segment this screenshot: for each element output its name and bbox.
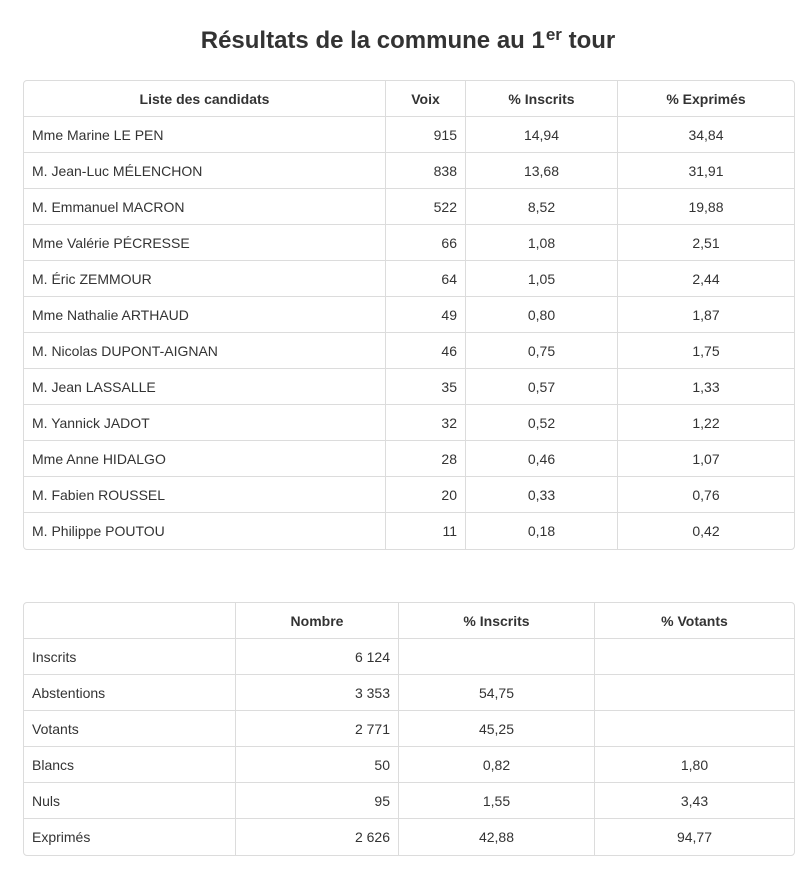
table-row [24,441,794,477]
cell-inscrits: 0,82 [399,747,595,783]
table-row [24,675,794,711]
cell-votants: 1,80 [595,747,794,783]
cell-voix: 32 [386,405,466,441]
cell-exprimes: 1,87 [618,297,794,333]
cell-label: Exprimés [24,819,236,855]
table-row [24,639,794,675]
cell-exprimes: 2,51 [618,225,794,261]
cell-exprimes: 19,88 [618,189,794,225]
cell-votants: 94,77 [676,829,713,845]
cell-label: Abstentions [24,675,236,711]
header-pct-inscrits: % Inscrits [399,603,595,639]
cell-votants [595,639,794,675]
cell-name: M. Yannick JADOT [24,405,386,441]
table-row [24,153,794,189]
title-superscript: er [545,25,562,44]
cell-nombre: 95 [236,783,399,819]
cell-nombre: 2 626 [236,819,399,855]
cell-inscrits: 1,05 [466,261,618,297]
table-row [24,297,794,333]
cell-voix: 838 [386,153,466,189]
candidates-results-table [23,80,795,550]
cell-voix: 915 [386,117,466,153]
cell-votants [595,711,794,747]
table-row [24,513,794,549]
cell-inscrits: 54,75 [399,675,595,711]
header-voix: Voix [386,81,466,117]
cell-name: M. Jean LASSALLE [24,369,386,405]
cell-exprimes: 34,84 [618,117,794,153]
cell-inscrits: 45,25 [399,711,595,747]
table-row [24,477,794,513]
table-header-row [24,603,794,639]
header-candidates: Liste des candidats [24,81,386,117]
cell-name: M. Jean-Luc MÉLENCHON [24,153,386,189]
header-pct-inscrits: % Inscrits [466,81,618,117]
cell-inscrits: 1,55 [399,783,595,819]
cell-inscrits: 42,88 [399,819,595,855]
cell-inscrits: 0,46 [466,441,618,477]
cell-exprimes: 2,44 [618,261,794,297]
cell-voix: 64 [386,261,466,297]
cell-exprimes: 31,91 [618,153,794,189]
cell-voix: 28 [386,441,466,477]
cell-nombre: 3 353 [236,675,399,711]
cell-label: Nuls [24,783,236,819]
cell-name: M. Emmanuel MACRON [24,189,386,225]
cell-voix: 11 [386,513,466,549]
cell-label: Votants [24,711,236,747]
cell-inscrits: 0,75 [466,333,618,369]
cell-name: Mme Marine LE PEN [24,117,386,153]
cell-inscrits: 0,33 [466,477,618,513]
cell-inscrits: 0,18 [466,513,618,549]
cell-voix: 35 [386,369,466,405]
table-row [24,819,794,855]
table-row [24,747,794,783]
cell-label: Blancs [24,747,236,783]
cell-inscrits [399,639,595,675]
cell-voix: 522 [386,189,466,225]
cell-name: M. Éric ZEMMOUR [24,261,386,297]
cell-voix: 66 [386,225,466,261]
table-row [24,117,794,153]
cell-inscrits: 0,80 [466,297,618,333]
table-row [24,711,794,747]
header-pct-exprimes: % Exprimés [618,81,794,117]
cell-inscrits: 1,08 [466,225,618,261]
cell-inscrits: 8,52 [466,189,618,225]
cell-inscrits: 13,68 [466,153,618,189]
table-row [24,369,794,405]
page-title [0,25,810,57]
table-row [24,333,794,369]
header-nombre: Nombre [236,603,399,639]
turnout-summary-table [23,602,795,856]
cell-inscrits: 14,94 [466,117,618,153]
cell-label: Inscrits [24,639,236,675]
cell-voix: 20 [386,477,466,513]
cell-votants [595,675,794,711]
cell-name: M. Philippe POUTOU [24,513,386,549]
title-suffix: tour [561,27,616,54]
cell-exprimes: 1,22 [618,405,794,441]
cell-exprimes: 1,33 [618,369,794,405]
cell-name: M. Nicolas DUPONT-AIGNAN [24,333,386,369]
cell-nombre: 6 124 [236,639,399,675]
cell-name: Mme Valérie PÉCRESSE [24,225,386,261]
cell-votants: 3,43 [595,783,794,819]
cell-voix: 46 [386,333,466,369]
table-row [24,261,794,297]
cell-nombre: 50 [236,747,399,783]
cell-nombre: 2 771 [236,711,399,747]
table-row [24,405,794,441]
cell-name: M. Fabien ROUSSEL [24,477,386,513]
cell-exprimes: 1,75 [618,333,794,369]
cell-name: Mme Anne HIDALGO [24,441,386,477]
table-row [24,225,794,261]
cell-exprimes: 0,76 [618,477,794,513]
cell-inscrits: 0,57 [466,369,618,405]
cell-inscrits: 0,52 [466,405,618,441]
table-row [24,783,794,819]
cell-voix: 49 [386,297,466,333]
header-pct-votants: % Votants [595,603,794,639]
table-header-row [24,81,794,117]
cell-exprimes: 1,07 [618,441,794,477]
title-text: Résultats de la commune au 1 [200,27,545,54]
header-empty [24,603,236,639]
cell-name: Mme Nathalie ARTHAUD [24,297,386,333]
cell-exprimes: 0,42 [692,523,720,539]
table-row [24,189,794,225]
